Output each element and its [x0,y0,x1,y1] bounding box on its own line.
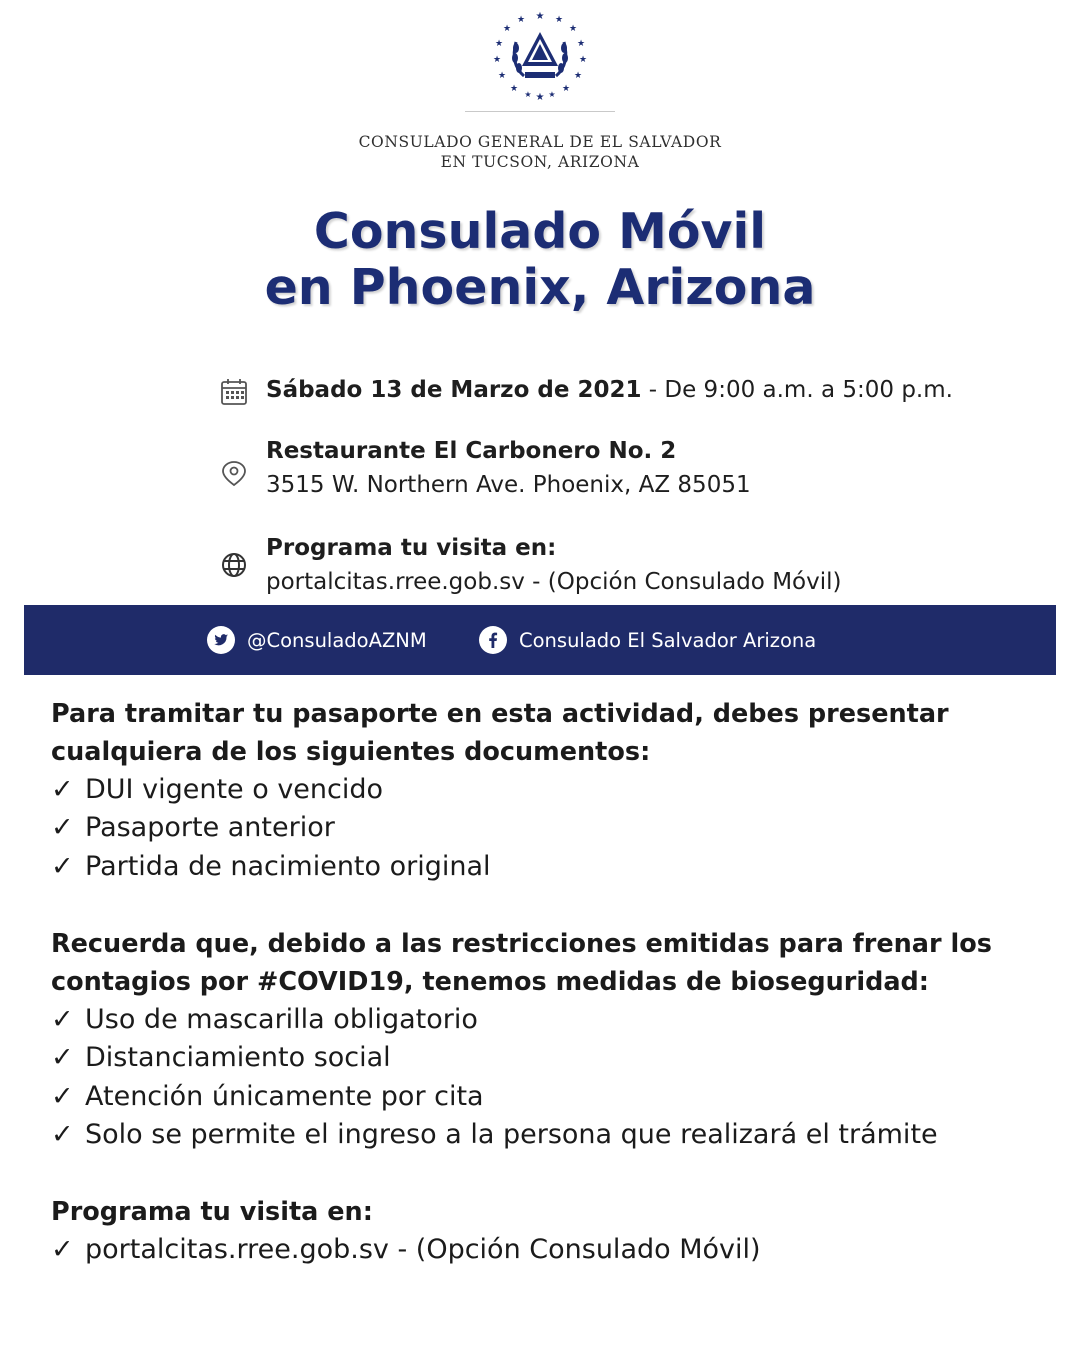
page-title [0,204,1080,316]
page-title-line1: Consulado Móvil [313,203,767,260]
check-icon: ✓ [51,850,74,882]
list-item [51,1078,1041,1116]
event-time: - De 9:00 a.m. a 5:00 p.m. [641,377,953,403]
biosecurity-section [51,925,1041,1154]
list-item [51,1039,1041,1077]
documents-heading-line2: cualquiera de los siguientes documentos: [51,737,651,767]
list-item [51,848,1041,886]
check-icon: ✓ [51,812,74,844]
list-item-text: Pasaporte anterior [85,812,335,844]
svg-text:★: ★ [502,24,512,34]
consulate-name-line2: EN TUCSON, ARIZONA [440,153,640,171]
header-divider [465,111,615,112]
list-item-text: Solo se permite el ingreso a la persona que realizará el trámite [85,1118,938,1150]
check-icon: ✓ [51,1118,74,1150]
svg-text:★: ★ [524,90,532,99]
list-item-text: Distanciamiento social [85,1042,391,1074]
twitter-link[interactable] [207,605,427,675]
check-icon: ✓ [51,774,74,805]
svg-text:★: ★ [578,55,588,65]
svg-text:★: ★ [568,24,578,34]
svg-text:★: ★ [535,11,545,22]
list-item [51,1001,1041,1039]
facebook-page: Consulado El Salvador Arizona [519,628,817,652]
list-item-text: DUI vigente o vencido [85,774,384,805]
twitter-icon [207,626,235,654]
schedule-section [51,1193,1041,1269]
web-label: Programa tu visita en: [266,535,557,561]
list-item [51,1116,1041,1154]
location-address: 3515 W. Northern Ave. Phoenix, AZ 85051 [266,472,751,498]
list-item [51,809,1041,847]
svg-text:★: ★ [492,55,502,65]
schedule-heading: Programa tu visita en: [51,1197,373,1227]
svg-text:★: ★ [561,84,571,94]
svg-text:★: ★ [548,90,556,99]
social-bar [24,605,1056,675]
coat-of-arms-icon [480,6,600,106]
list-item[interactable] [51,1231,1041,1269]
location-pin-icon [220,460,248,488]
facebook-link[interactable] [479,605,816,675]
check-icon: ✓ [51,1080,74,1112]
schedule-link[interactable]: portalcitas.rree.gob.sv - (Opción Consulado Móvil) [85,1234,761,1265]
svg-text:★: ★ [494,39,504,49]
list-item-text: Uso de mascarilla obligatorio [85,1004,478,1035]
biosecurity-heading-line1: Recuerda que, debido a las restricciones emitidas para frenar los [51,929,992,959]
calendar-icon [220,378,248,406]
biosecurity-heading-line2: contagios por #COVID19, tenemos medidas de bioseguridad: [51,967,929,997]
web-link[interactable]: portalcitas.rree.gob.sv - (Opción Consulado Móvil) [266,569,842,595]
svg-text:★: ★ [554,15,564,25]
check-icon: ✓ [51,1004,74,1035]
consulate-name [0,132,1080,172]
event-date [266,373,953,407]
documents-heading-line1: Para tramitar tu pasaporte en esta actividad, debes presentar [51,699,949,729]
list-item-text: Atención únicamente por cita [85,1080,484,1112]
list-item [51,771,1041,809]
page-title-line2: en Phoenix, Arizona [264,259,816,316]
list-item-text: Partida de nacimiento original [85,850,491,882]
svg-text:★: ★ [497,71,507,81]
svg-text:★: ★ [509,84,519,94]
event-date-bold: Sábado 13 de Marzo de 2021 [266,377,642,403]
svg-text:★: ★ [573,71,583,81]
svg-text:★: ★ [576,39,586,49]
svg-text:★: ★ [516,15,526,25]
globe-icon [220,551,248,579]
documents-section [51,695,1041,886]
svg-text:★: ★ [535,92,545,103]
check-icon: ✓ [51,1042,74,1074]
location-name: Restaurante El Carbonero No. 2 [266,438,677,464]
check-icon: ✓ [51,1234,74,1265]
consulate-name-line1: CONSULADO GENERAL DE EL SALVADOR [358,133,722,151]
twitter-handle: @ConsuladoAZNM [247,628,427,652]
facebook-icon [479,626,507,654]
